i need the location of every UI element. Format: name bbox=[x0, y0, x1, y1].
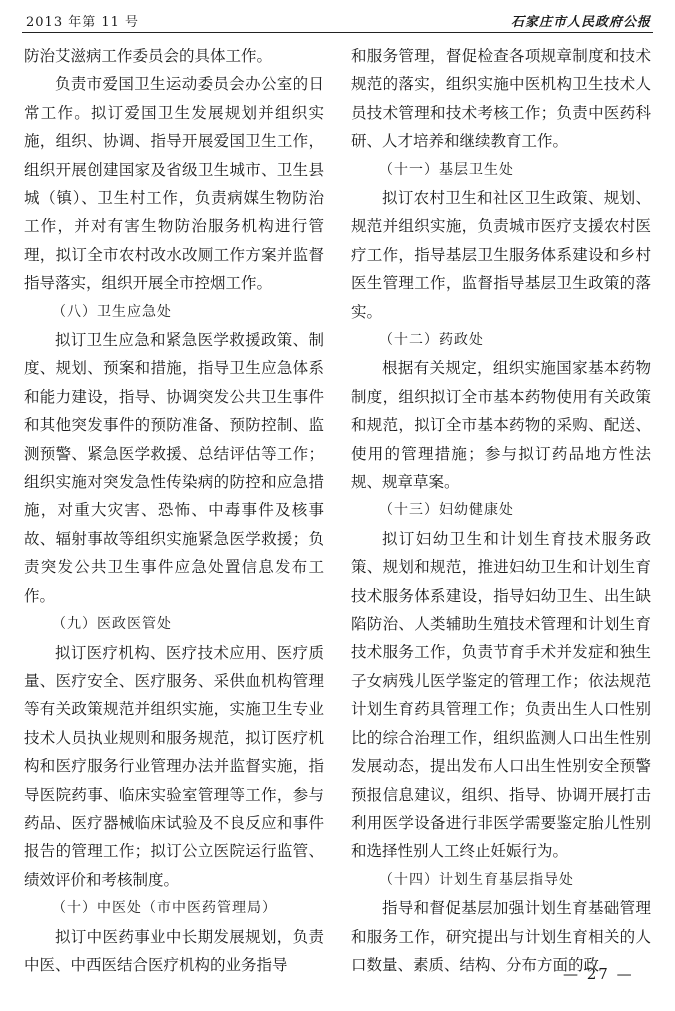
paragraph: 根据有关规定，组织实施国家基本药物制度，组织拟订全市基本药物使用有关政策和规范，拟订全市基本药物的采购、配送、使用的管理措施；参与拟订药品地方性法规、规章草案。 bbox=[351, 359, 651, 492]
paragraph: 拟订卫生应急和紧急医学救援政策、制度、规划、预案和措施，指导卫生应急体系和能力建设，指导、协调突发公共卫生事件和其他突发事件的预防准备、预防控制、监测预警、紧急医学救援、总结评估等工作；组织实施对突发急性传染病的防控和应急措施，对重大灾害、恐怖、中毒事件及核事故、辐射事故等组织实施紧急医学救援；负责突发公共卫生事件应急处置信息发布工作。 bbox=[24, 331, 324, 605]
paragraph: 拟订农村卫生和社区卫生政策、规划、规范并组织实施，负责城市医疗支援农村医疗工作，指导基层卫生服务体系建设和乡村医生管理工作，监督指导基层卫生政策的落实。 bbox=[351, 189, 651, 321]
section-heading: （十一）基层卫生处 bbox=[379, 161, 514, 178]
section-heading: （九）医政医管处 bbox=[52, 616, 172, 633]
paragraph: 指导和督促基层加强计划生育基础管理和服务工作，研究提出与计划生育相关的人口数量、素质、结构、分布方面的政 bbox=[351, 899, 651, 974]
section-heading: （十三）妇幼健康处 bbox=[379, 502, 514, 519]
page-number: — 27 — bbox=[563, 965, 634, 983]
section-heading: （八）卫生应急处 bbox=[52, 303, 172, 320]
paragraph: 拟订妇幼卫生和计划生育技术服务政策、规划和规范，推进妇幼卫生和计划生育技术服务体系建设，指导妇幼卫生、出生缺陷防治、人类辅助生殖技术管理和计划生育技术服务工作，负责节育手术并发症和独生子女病残儿医学鉴定的管理工作；依法规范计划生育药具管理工作；负责出生人口性别比的综合治理工作，组织监测人口出生性别发展动态，提出发布人口出生性别安全预警预报信息建议，组织、指导、协调开展打击利用医学设备进行非医学需要鉴定胎儿性别和选择性别人工终止妊娠行为。 bbox=[351, 529, 651, 861]
paragraph: 负责市爱国卫生运动委员会办公室的日常工作。拟订爱国卫生发展规划并组织实施，组织、协调、指导开展爱国卫生工作，组织开展创建国家及省级卫生城市、卫生县城（镇）、卫生村工作，负责病媒生物防治工作，并对有害生物防治服务机构进行管理，拟订全市农村改水改厕工作方案并监督指导落实，组织开展全市控烟工作。 bbox=[24, 75, 324, 293]
section-heading: （十四）计划生育基层指导处 bbox=[379, 871, 574, 888]
section-heading: （十二）药政处 bbox=[379, 332, 484, 349]
issue-label: 2013 年第 11 号 bbox=[26, 15, 140, 30]
paragraph: 拟订中医药事业中长期发展规划，负责中医、中西医结合医疗机构的业务指导 bbox=[24, 927, 324, 974]
page-header bbox=[22, 6, 653, 33]
paragraph: 防治艾滋病工作委员会的具体工作。 bbox=[24, 47, 273, 65]
publication-title: 石家庄市人民政府公报 bbox=[510, 15, 651, 30]
right-column bbox=[351, 42, 651, 979]
left-column bbox=[24, 42, 324, 979]
paragraph: 拟订医疗机构、医疗技术应用、医疗质量、医疗安全、医疗服务、采供血机构管理等有关政策规范并组织实施，实施卫生专业技术人员执业规则和服务规范，拟订医疗机构和医疗服务行业管理办法并监督实施，指导医院药事、临床实验室管理等工作，参与药品、医疗器械临床试验及不良反应和事件报告的管理工作；拟订公立医院运行监管、绩效评价和考核制度。 bbox=[24, 643, 324, 889]
section-heading: （十）中医处（市中医药管理局） bbox=[52, 900, 277, 917]
paragraph: 和服务管理，督促检查各项规章制度和技术规范的落实，组织实施中医机构卫生技术人员技术管理和技术考核工作；负责中医药科研、人才培养和继续教育工作。 bbox=[351, 47, 651, 151]
